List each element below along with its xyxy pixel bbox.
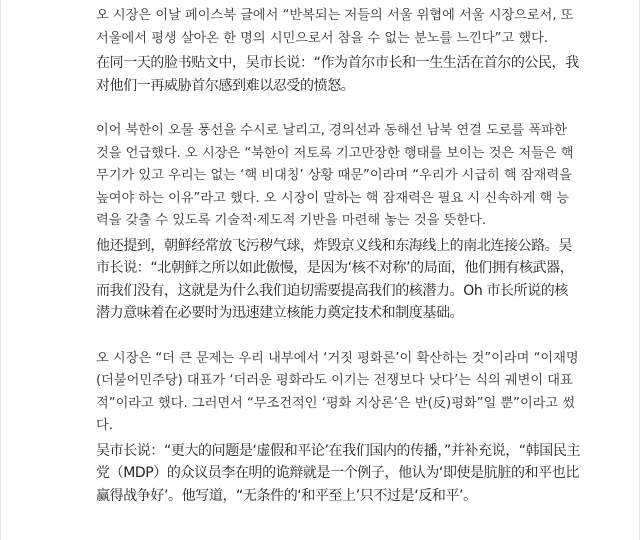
paragraph-chinese: 在同一天的脸书贴文中，吴市长说：“作为首尔市长和一生生活在首尔的公民，我对他们一再威胁首尔感到难以忍受的愤怒。 bbox=[96, 55, 579, 94]
paragraph-korean: 오 시장은 이날 페이스북 글에서 “반복되는 저들의 서울 위협에 서울 시장으로서, 또 서울에서 평생 살아온 한 명의 시민으로서 참을 수 없는 분노를 느낀다”고 했다. bbox=[96, 8, 574, 46]
paragraph-korean: 오 시장은 “더 큰 문제는 우리 내부에서 ‘거짓 평화론’이 확산하는 것”이라며 “이재명 (더불어민주당) 대표가 ‘더러운 평화라도 이기는 전쟁보다 낫다’는 식의 궤변이 대표적”이라고 했다. 그러면서 “무조건적인 ‘평화 지상론’은 반(反)평화”일 뿐”이라고 썼다. bbox=[96, 350, 579, 433]
article-body bbox=[96, 5, 581, 507]
paragraph-chinese: 他还提到，朝鲜经常放飞污秽气球，炸毁京义线和东海线上的南北连接公路。吴市长说：“北朝鲜之所以如此傲慢，是因为‘核不对称’的局面，他们拥有核武器，而我们没有，这就是为什么我们迫切需要提高我们的核潜力。Oh 市长所说的核潜力意味着在必要时为迅速建立核能力奠定技术和制度基础。 bbox=[96, 237, 574, 321]
paragraph-chinese: 吴市长说：“更大的问题是‘虚假和平论’在我们国内的传播，”并补充说，“韩国民主党（MDP）的众议员李在明的诡辩就是一个例子，他认为‘即使是肮脏的和平也比赢得战争好’。他写道，“无条件的‘和平至上’只不过是‘反和平’。 bbox=[96, 442, 581, 504]
paragraph-korean: 이어 북한이 오물 풍선을 수시로 날리고, 경의선과 동해선 남북 연결 도로를 폭파한 것을 언급했다. 오 시장은 “북한이 저토록 기고만장한 행태를 보이는 것은 저들은 핵무기가 있고 우리는 없는 ‘핵 비대칭’ 상황 때문”이라며 “우리가 시급히 핵 잠재력을 높여야 하는 이유”라고 했다. 오 시장이 말하는 핵 잠재력은 필요 시 신속하게 핵 능력을 갖출 수 있도록 기술적·제도적 기반을 마련해 놓는 것을 뜻한다. bbox=[96, 123, 574, 228]
